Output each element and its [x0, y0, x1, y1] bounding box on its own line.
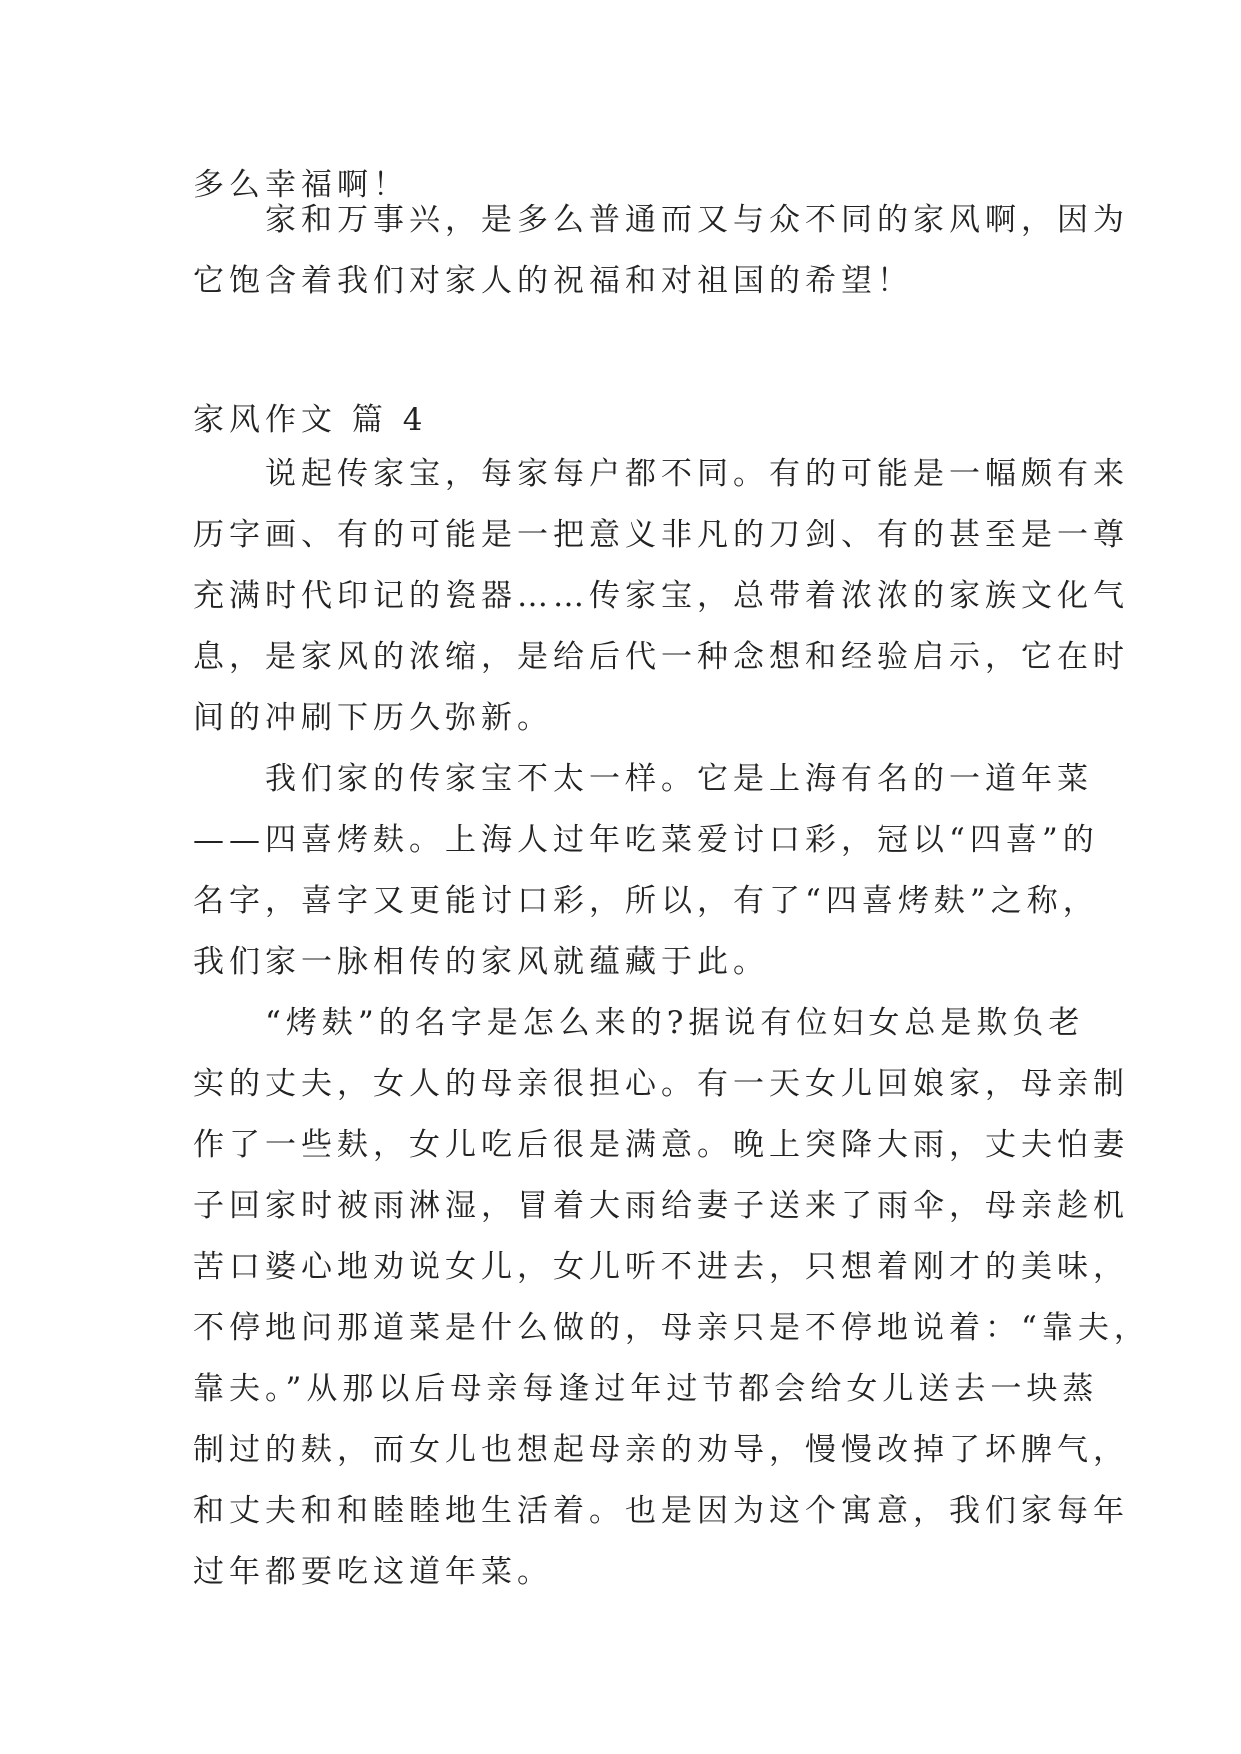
text-line: 作了一些麸，女儿吃后很是满意。晚上突降大雨，丈夫怕妻 [193, 1127, 1129, 1163]
text-line: 实的丈夫，女人的母亲很担心。有一天女儿回娘家，母亲制 [193, 1066, 1129, 1102]
text-line: 家和万事兴，是多么普通而又与众不同的家风啊，因为 [265, 202, 1129, 238]
text-line: 名字，喜字又更能讨口彩，所以，有了“四喜烤麸”之称， [193, 883, 1099, 919]
text-line: 间的冲刷下历久弥新。 [193, 700, 553, 736]
text-line: 我们家的传家宝不太一样。它是上海有名的一道年菜 [265, 761, 1093, 797]
text-line: 不停地问那道菜是什么做的，母亲只是不停地说着：“靠夫， [193, 1310, 1150, 1346]
paragraph-kaofu-story [193, 993, 1150, 1603]
text-line: 它饱含着我们对家人的祝福和对祖国的希望！ [193, 263, 913, 299]
text-line: 历字画、有的可能是一把意义非凡的刀剑、有的甚至是一尊 [193, 517, 1129, 553]
section-title: 家风作文 篇 4 [193, 402, 428, 438]
text-line: 和丈夫和和睦睦地生活着。也是因为这个寓意，我们家每年 [193, 1493, 1129, 1529]
text-line: 子回家时被雨淋湿，冒着大雨给妻子送来了雨伞，母亲趁机 [193, 1188, 1129, 1224]
text-line: 充满时代印记的瓷器……传家宝，总带着浓浓的家族文化气 [193, 578, 1129, 614]
text-line: ——四喜烤麸。上海人过年吃菜爱讨口彩，冠以“四喜”的 [193, 822, 1099, 858]
text-line: 多么幸福啊！ [193, 167, 409, 203]
text-line: “烤麸”的名字是怎么来的?据说有位妇女总是欺负老 [265, 1005, 1085, 1041]
text-line: 苦口婆心地劝说女儿，女儿听不进去，只想着刚才的美味， [193, 1249, 1129, 1285]
text-line: 我们家一脉相传的家风就蕴藏于此。 [193, 944, 769, 980]
text-line: 息，是家风的浓缩，是给后代一种念想和经验启示，它在时 [193, 639, 1129, 675]
text-line: 过年都要吃这道年菜。 [193, 1554, 553, 1590]
text-line: 说起传家宝，每家每户都不同。有的可能是一幅颇有来 [265, 456, 1129, 492]
text-line: 制过的麸，而女儿也想起母亲的劝导，慢慢改掉了坏脾气， [193, 1432, 1129, 1468]
paragraph-heirloom-intro [193, 444, 1129, 749]
closing-paragraph [193, 190, 1129, 312]
text-line: 靠夫。”从那以后母亲每逢过年过节都会给女儿送去一块蒸 [193, 1371, 1099, 1407]
paragraph-family-dish [193, 749, 1099, 993]
